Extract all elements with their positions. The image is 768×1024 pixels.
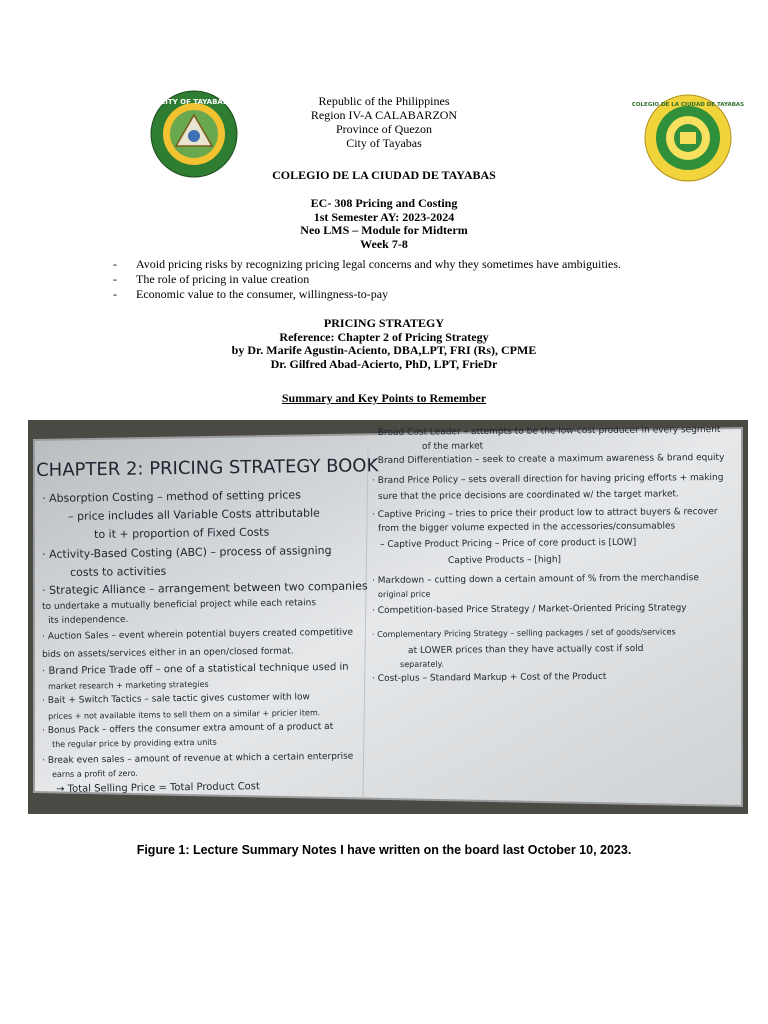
objective-item: - The role of pricing in value creation (113, 272, 713, 287)
board-right-line: separately. (400, 659, 444, 669)
board-left-line: · Bait + Switch Tactics – sale tactic gives customer with low (42, 692, 310, 706)
board-right-line: original price (378, 589, 431, 599)
city-line: City of Tayabas (346, 136, 422, 150)
region-line: Region IV-A CALABARZON (310, 108, 458, 122)
semester: 1st Semester AY: 2023-2024 (313, 209, 455, 224)
board-left-line: costs to activities (70, 564, 167, 579)
objectives-list (113, 257, 713, 302)
author-line-2: Dr. Gilfred Abad-Acierto, PhD, LPT, FrieDr (270, 356, 498, 371)
board-left-line: – price includes all Variable Costs attributable (68, 506, 320, 523)
board-right-line: from the bigger volume expected in the accessories/consumables (378, 521, 676, 534)
board-left-line: · Break even sales – amount of revenue at which a certain enterprise (42, 751, 354, 766)
board-right-line: Captive Products – [high] (448, 555, 562, 566)
board-right-line: · Broad Cost Leader – attempts to be the low-cost producer in every segment (372, 424, 721, 438)
summary-heading: Summary and Key Points to Remember (281, 391, 487, 405)
board-left-line: · Brand Price Trade off – one of a statistical technique used in (42, 661, 349, 677)
board-right-line: – Captive Product Pricing – Price of core product is [LOW] (380, 537, 637, 550)
module: Neo LMS – Module for Midterm (300, 223, 468, 237)
board-right-line: · Brand Price Policy – sets overall direction for having pricing efforts + making (372, 472, 724, 486)
board-left-line: · Activity-Based Costing (ABC) – process of assigning (42, 543, 332, 561)
board-left-line: · Absorption Costing – method of setting prices (42, 488, 301, 505)
board-right-line: at LOWER prices than they have actually cost if sold (408, 643, 644, 656)
board-right-line: of the market (422, 441, 484, 452)
objective-item: - Avoid pricing risks by recognizing pricing legal concerns and why they sometimes have ambiguities. (113, 257, 713, 272)
board-left-line: market research + marketing strategies (48, 679, 209, 691)
board-right-line: · Markdown – cutting down a certain amount of % from the merchandise (372, 573, 699, 586)
board-left-line: · Bonus Pack – offers the consumer extra amount of a product at (42, 721, 334, 736)
strategy-block (0, 317, 768, 371)
board-right-line: sure that the price decisions are coordinated w/ the target market. (378, 489, 679, 502)
board-right-line: · Brand Differentiation – seek to create a maximum awareness & brand equity (372, 452, 725, 466)
board-left-line: the regular price by providing extra units (52, 737, 217, 749)
board-left-line: CHAPTER 2: PRICING STRATEGY BOOK (36, 455, 379, 481)
board-right-line: · Complementary Pricing Strategy – selling packages / set of goods/services (372, 627, 676, 639)
board-left-line: → Total Selling Price = Total Product Cost (56, 781, 260, 795)
svg-text:CITY OF TAYABAS: CITY OF TAYABAS (160, 98, 228, 106)
board-left-line: to undertake a mutually beneficial project while each retains (42, 598, 317, 612)
course-info (0, 197, 768, 251)
author-line-1: by Dr. Marife Agustin-Aciento, DBA,LPT, FRI (Rs), CPME (231, 343, 537, 357)
college-name: COLEGIO DE LA CIUDAD DE TAYABAS (272, 168, 496, 182)
country-line: Republic of the Philippines (318, 94, 450, 108)
figure-caption: Figure 1: Lecture Summary Notes I have written on the board last October 10, 2023. (136, 843, 632, 857)
board-left-line: bids on assets/services either in an open/closed format. (42, 646, 294, 660)
government-header (0, 94, 768, 150)
whiteboard-photo (28, 420, 748, 814)
board-right-line: · Cost-plus – Standard Markup + Cost of the Product (372, 671, 607, 684)
province-line: Province of Quezon (336, 122, 432, 136)
svg-text:COLEGIO DE LA CIUDAD DE TAYABA: COLEGIO DE LA CIUDAD DE TAYABAS (631, 102, 745, 108)
strategy-title: PRICING STRATEGY (323, 316, 445, 330)
board-left-line: · Strategic Alliance – arrangement between two companies (42, 579, 368, 597)
reference-line: Reference: Chapter 2 of Pricing Strategy (279, 329, 489, 344)
week: Week 7-8 (360, 236, 408, 251)
board-left-line: · Auction Sales – event wherein potential buyers created competitive (42, 627, 354, 642)
board-left-line: to it + proportion of Fixed Costs (94, 525, 270, 541)
objective-item: - Economic value to the consumer, willingness-to-pay (113, 287, 713, 302)
board-right-line: · Competition-based Price Strategy / Market-Oriented Pricing Strategy (372, 603, 687, 616)
course-code: EC- 308 Pricing and Costing (310, 196, 458, 210)
board-left-line: earns a profit of zero. (52, 768, 138, 779)
board-right-line: · Captive Pricing – tries to price their product low to attract buyers & recover (372, 506, 718, 520)
board-left-line: its independence. (48, 614, 129, 626)
board-left-line: prices + not available items to sell them on a similar + pricier item. (48, 708, 321, 721)
